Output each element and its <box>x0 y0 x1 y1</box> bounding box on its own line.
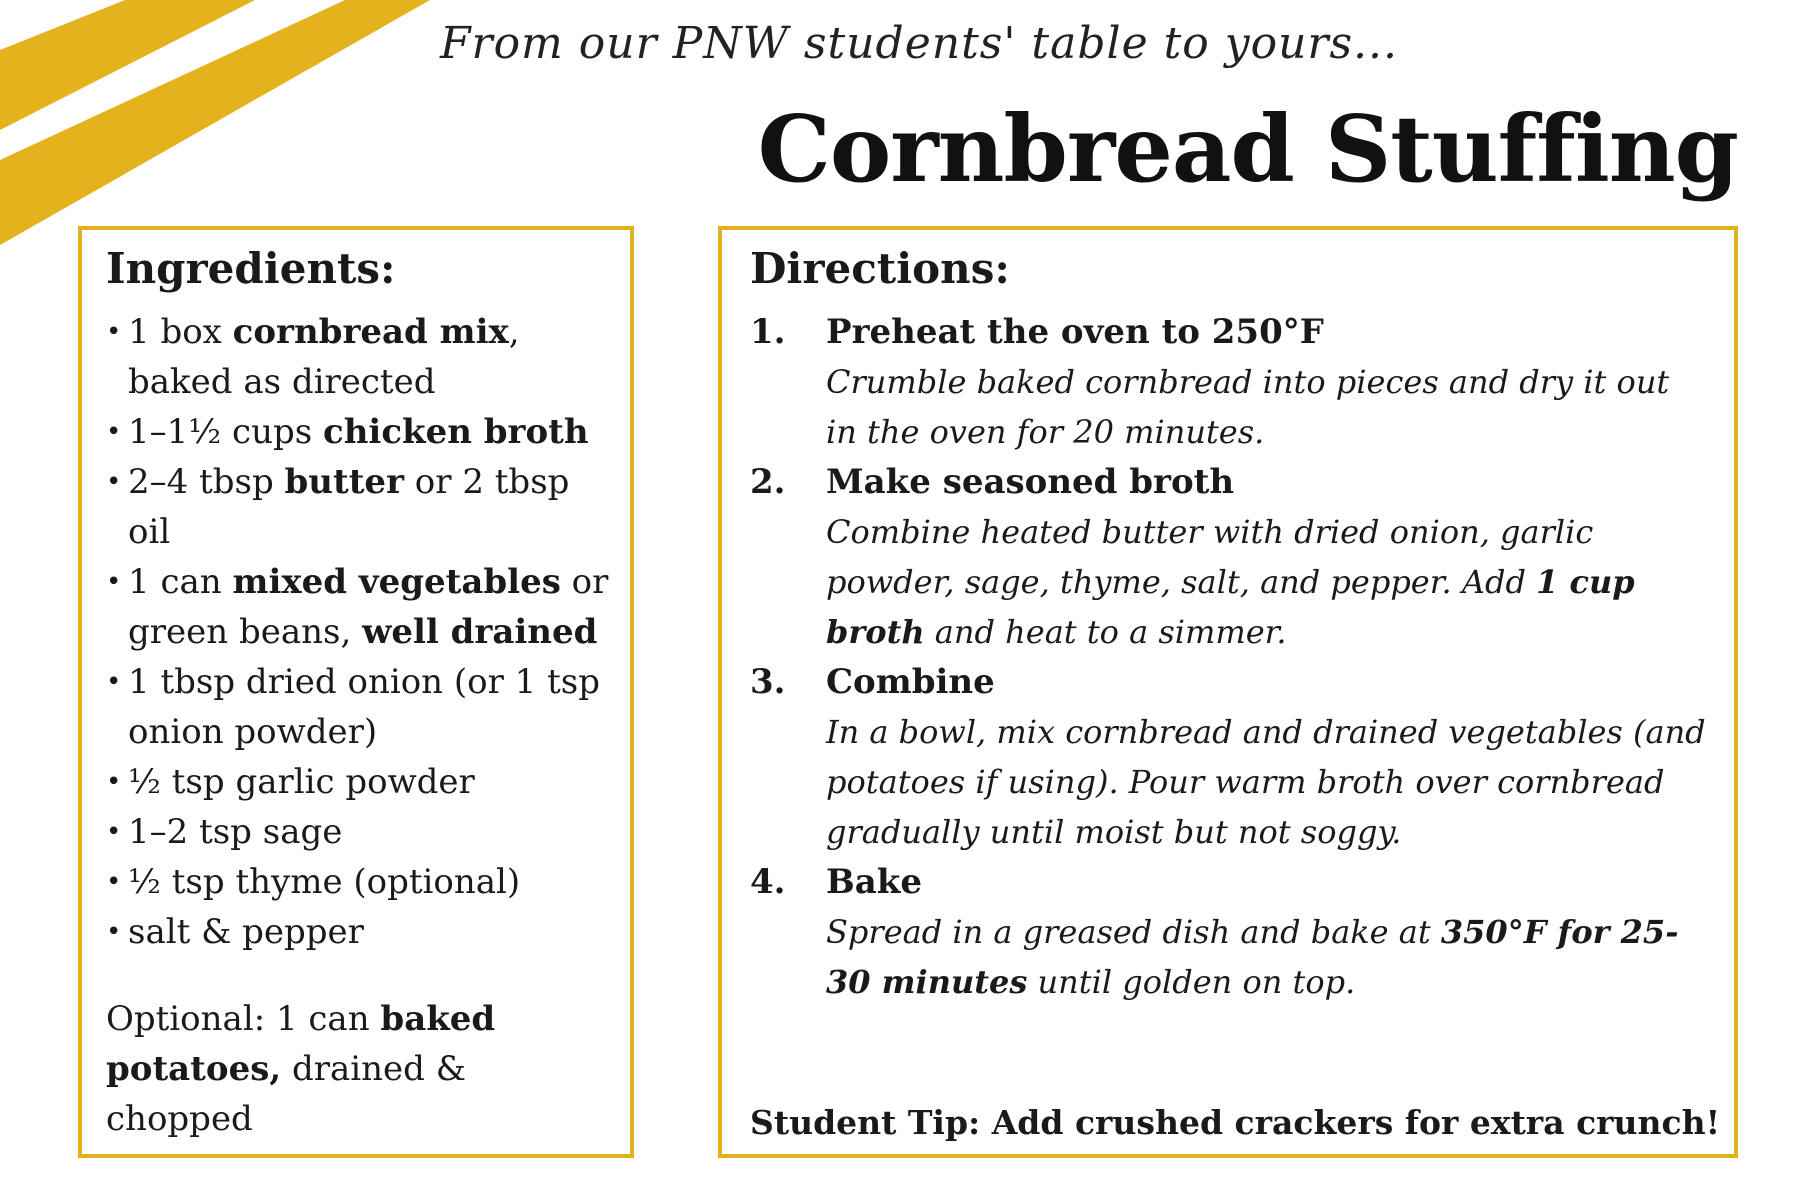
step-number: 4. <box>750 862 786 902</box>
ingredients-box <box>78 226 634 1158</box>
step-heading: Combine <box>826 662 995 702</box>
step-heading: Preheat the oven to 250°F <box>826 312 1324 352</box>
step-text: Crumble baked cornbread into pieces and dry it out in the oven for 20 minutes. <box>826 363 1670 451</box>
list-item: • salt & pepper <box>106 907 610 957</box>
step-heading: Bake <box>826 862 922 902</box>
direction-step <box>750 457 1710 657</box>
tagline: From our PNW students' table to yours... <box>440 18 1399 69</box>
list-item: • 1 can mixed vegetables or green beans, well drained <box>106 557 610 657</box>
step-number: 2. <box>750 462 786 502</box>
ingredients-heading: Ingredients: <box>106 244 396 293</box>
direction-step <box>750 657 1710 857</box>
ingredients-list <box>106 307 610 957</box>
list-item: • ½ tsp thyme (optional) <box>106 857 610 907</box>
directions-heading: Directions: <box>750 244 1010 293</box>
list-item: • 1–1½ cups chicken broth <box>106 407 610 457</box>
step-text: Combine heated butter with dried onion, garlic powder, sage, thyme, salt, and pepper. Add 1 cup broth and heat to a simmer. <box>826 513 1635 651</box>
list-item: • ½ tsp garlic powder <box>106 757 610 807</box>
directions-list <box>750 307 1710 1007</box>
step-text: In a bowl, mix cornbread and drained vegetables (and potatoes if using). Pour warm broth over cornbread gradually until moist but not soggy. <box>826 713 1706 851</box>
decorative-stripes <box>0 0 460 260</box>
directions-box <box>718 226 1738 1158</box>
list-item: • 1 box cornbread mix, baked as directed <box>106 307 610 407</box>
step-text: Spread in a greased dish and bake at 350°F for 25-30 minutes until golden on top. <box>826 913 1679 1001</box>
direction-step <box>750 307 1710 457</box>
list-item: • 2–4 tbsp butter or 2 tbsp oil <box>106 457 610 557</box>
list-item: • 1 tbsp dried onion (or 1 tsp onion powder) <box>106 657 610 757</box>
step-number: 3. <box>750 662 786 702</box>
page-title: Cornbread Stuffing <box>757 95 1738 203</box>
optional-note: Optional: 1 can baked potatoes, drained & chopped <box>106 999 496 1139</box>
student-tip: Student Tip: Add crushed crackers for extra crunch! <box>750 1103 1721 1142</box>
list-item: • 1–2 tsp sage <box>106 807 610 857</box>
step-heading: Make seasoned broth <box>826 462 1235 502</box>
direction-step <box>750 857 1710 1007</box>
step-number: 1. <box>750 312 786 352</box>
